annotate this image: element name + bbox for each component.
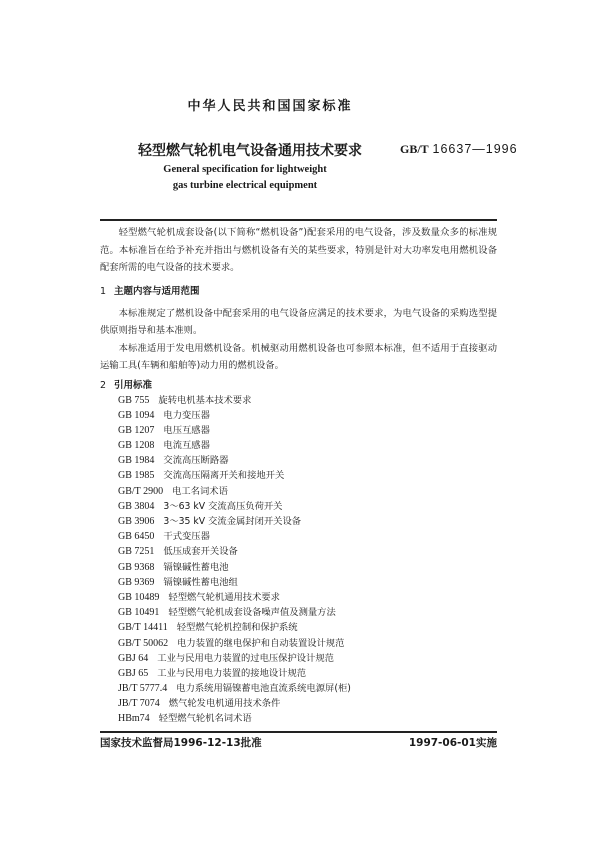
reference-title: 轻型燃气轮机成套设备噪声值及测量方法	[168, 607, 336, 619]
reference-title: 燃气轮发电机通用技术条件	[168, 698, 281, 710]
section-1-paragraph: 本标准适用于发电用燃机设备。机械驱动用燃机设备也可参照本标准，但不适用于直接驱动运输工具(车辆和船舶等)动力用的燃机设备。	[100, 342, 497, 371]
reference-title: 电压互感器	[163, 424, 210, 436]
reference-item	[118, 393, 497, 408]
reference-code: HBm74	[118, 713, 150, 725]
reference-code: GB 3906	[118, 516, 155, 527]
reference-code: GB 1985	[118, 470, 155, 482]
section-1-paragraph: 本标准规定了燃机设备中配套采用的电气设备应满足的技术要求，为电气设备的采购选型提供原则指导和基本准则。	[100, 307, 497, 336]
reference-code: GB/T 50062	[118, 637, 169, 649]
reference-title: 轻型燃气轮机通用技术要求	[168, 591, 280, 603]
reference-title: 干式变压器	[163, 531, 210, 543]
reference-title: 电力装置的继电保护和自动装置设计规范	[177, 637, 345, 649]
reference-code: GB 6450	[118, 531, 155, 543]
reference-code: GB 7251	[118, 546, 155, 558]
document-body	[100, 224, 497, 727]
intro-paragraph: 轻型燃气轮机成套设备(以下简称“燃机设备”)配套采用的电气设备，涉及数量众多的标准规范。本标准旨在给予补充并指出与燃机设备有关的某些要求，特别是针对大功率发电用燃机设备配套所需的电气设备的技术要求。	[100, 227, 497, 273]
reference-title: 低压成套开关设备	[163, 546, 238, 558]
reference-code: JB/T 5777.4	[118, 683, 168, 695]
reference-title: 工业与民用电力装置的过电压保护设计规范	[157, 652, 334, 664]
reference-item	[118, 453, 497, 468]
reference-item	[118, 468, 497, 483]
reference-title: 镉镍碱性蓄电池	[163, 561, 229, 573]
bottom-divider	[100, 731, 497, 733]
reference-item	[118, 666, 497, 681]
reference-item	[118, 575, 497, 590]
reference-item	[118, 408, 497, 423]
reference-item	[118, 711, 497, 726]
reference-item	[118, 620, 497, 635]
reference-title: 电力系统用镉镍蓄电池直流系统电源屏(柜)	[176, 683, 351, 695]
reference-code: JB/T 7074	[118, 698, 160, 710]
reference-code: GB 1094	[118, 409, 155, 421]
implementation-date: 1997-06-01实施	[408, 737, 497, 749]
reference-code: GB/T 14411	[118, 622, 168, 634]
reference-item	[118, 544, 497, 559]
section-2-heading: 2 引用标准	[100, 379, 153, 391]
reference-code: GBJ 64	[118, 652, 149, 664]
reference-title: 交流高压隔离开关和接地开关	[163, 470, 285, 482]
reference-title: 交流高压断路器	[163, 455, 229, 467]
approval-date: 国家技术监督局1996-12-13批准	[100, 737, 262, 749]
reference-code: GB 3804	[118, 500, 155, 512]
national-standard-label: 中华人民共和国国家标准	[187, 99, 353, 114]
reference-code: GB 1208	[118, 440, 155, 452]
reference-code: GB 755	[118, 394, 150, 406]
reference-code: GB 1207	[118, 424, 155, 436]
section-1-heading: 1 主题内容与适用范围	[100, 285, 200, 297]
reference-title: 3～35 kV 交流金属封闭开关设备	[163, 516, 302, 527]
document-title: 轻型燃气轮机电气设备通用技术要求	[138, 143, 362, 159]
reference-title: 电流互感器	[163, 440, 210, 452]
reference-code: GB/T 2900	[118, 485, 164, 497]
reference-code: GB 9369	[118, 576, 155, 588]
english-title-line1: General specification for lightweight	[163, 164, 327, 175]
reference-item	[118, 681, 497, 696]
reference-item	[118, 499, 497, 514]
reference-code: GB 10491	[118, 607, 160, 619]
reference-item	[118, 696, 497, 711]
reference-title: 轻型燃气轮机控制和保护系统	[176, 622, 298, 634]
reference-code: GB 1984	[118, 455, 155, 467]
reference-title: 工业与民用电力装置的接地设计规范	[157, 667, 307, 679]
reference-item	[118, 590, 497, 605]
reference-title: 镉镍碱性蓄电池组	[163, 576, 238, 588]
reference-title: 旋转电机基本技术要求	[158, 394, 252, 406]
reference-code: GB 10489	[118, 591, 160, 603]
reference-item	[118, 529, 497, 544]
reference-title: 电工名词术语	[172, 485, 228, 497]
reference-list	[100, 393, 497, 727]
reference-code: GB 9368	[118, 561, 155, 573]
reference-title: 轻型燃气轮机名词术语	[158, 713, 252, 725]
standard-code: GB/T 16637—1996	[400, 142, 518, 156]
reference-item	[118, 423, 497, 438]
top-divider	[100, 219, 497, 221]
reference-code: GBJ 65	[118, 667, 149, 679]
reference-item	[118, 651, 497, 666]
reference-title: 电力变压器	[163, 409, 210, 421]
reference-item	[118, 484, 497, 499]
reference-item	[118, 514, 497, 529]
english-title-line2: gas turbine electrical equipment	[172, 180, 318, 191]
reference-title: 3～63 kV 交流高压负荷开关	[163, 500, 283, 512]
reference-item	[118, 636, 497, 651]
reference-item	[118, 438, 497, 453]
reference-item	[118, 605, 497, 620]
reference-item	[118, 560, 497, 575]
